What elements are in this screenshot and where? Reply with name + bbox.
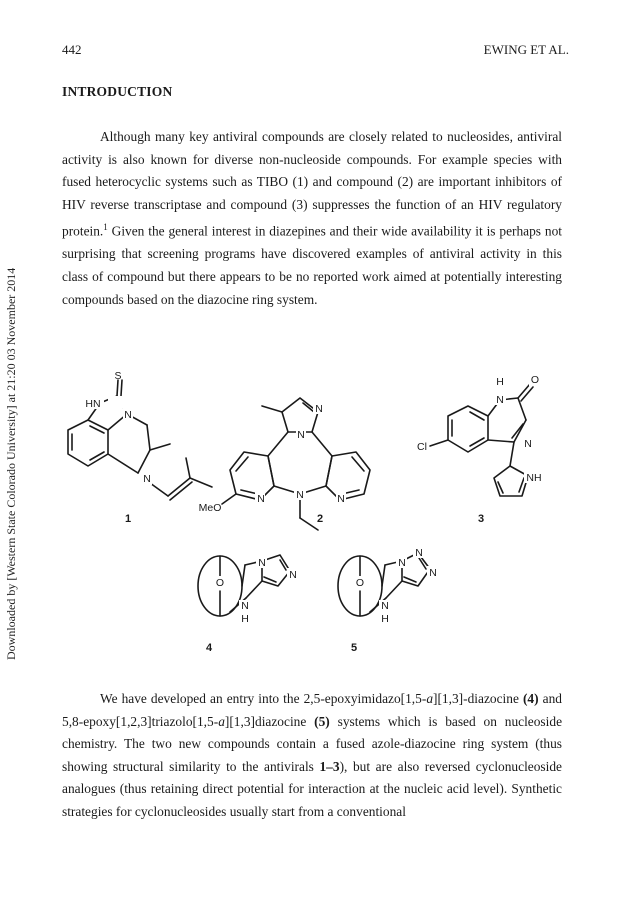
atom-n: N — [496, 394, 504, 406]
section-heading: INTRODUCTION — [62, 84, 173, 99]
atom-n: N — [297, 429, 305, 441]
atom-n: N — [143, 473, 151, 485]
atom-n: N — [337, 493, 345, 505]
atom-n: N — [429, 567, 437, 579]
compound-label-1: 1 — [124, 513, 132, 525]
atom-n: N — [398, 557, 406, 569]
atom-o: O — [530, 374, 540, 386]
atom-n: N — [524, 438, 532, 450]
atom-o: O — [215, 577, 225, 589]
download-watermark: Downloaded by [Western State Colorado University] at 21:20 03 November 2014 — [4, 267, 18, 660]
atom-n: N — [258, 557, 266, 569]
running-head: EWING ET AL. — [483, 42, 569, 57]
compound-label-3: 3 — [477, 513, 485, 525]
atom-s: S — [114, 370, 122, 382]
reference-superscript: 1 — [103, 222, 108, 233]
para1-text-a: Although many key antiviral compounds are closely related to nucleosides, antiviral activity is also known for diverse non-nucleoside compounds. For example species with fused heterocyclic systems such as TIBO (1) and compound (2) are important inhibitors of HIV reverse transcriptase and compound (3) suppresses the function of an HIV regulatory protein. — [62, 129, 562, 239]
intro-paragraph-1 — [62, 126, 562, 311]
atom-n: N — [124, 409, 132, 421]
compound-label-5: 5 — [350, 642, 358, 654]
atom-n: N — [289, 569, 297, 581]
para1-text-b: Given the general interest in diazepines and their wide availability it is perhaps not surprising that screening programs have discovered examples of antiviral activity in this class of compound but there appears to be no reported work aimed at potentially interesting compounds based on the diazocine ring system. — [62, 223, 562, 307]
atom-o: O — [355, 577, 365, 589]
atom-n: N — [381, 600, 389, 612]
atom-h: H — [496, 376, 504, 388]
atom-n: N — [415, 547, 423, 559]
atom-n: N — [241, 600, 249, 612]
atom-nh: NH — [526, 472, 542, 484]
atom-h: H — [381, 613, 389, 625]
atom-meo: MeO — [198, 502, 222, 514]
atom-hn: HN — [85, 398, 101, 410]
atom-n: N — [315, 403, 323, 415]
intro-paragraph-2: We have developed an entry into the 2,5-epoxyimidazo[1,5-a][1,3]-diazocine (4) and 5,8-epoxy[1,2,3]triazolo[1,5-a][1,3]diazocine (5) systems which is based on nucleoside chemistry. The two new compounds contain a fused azole-diazocine ring system (thus showing structural similarity to the antivirals 1–3), but are also reversed cyclonucleoside analogues (thus retaining direct potential for interaction at the nucleic acid level). Synthetic strategies for cyclonucleosides usually start from a conventional — [62, 691, 563, 819]
atom-cl: Cl — [417, 441, 427, 453]
structure-3 — [430, 384, 533, 496]
compound-label-4: 4 — [205, 642, 213, 654]
atom-h: H — [241, 613, 249, 625]
structure-2 — [222, 398, 370, 530]
chemical-structures-figure — [0, 370, 627, 670]
page-number: 442 — [62, 42, 82, 57]
compound-label-2: 2 — [316, 513, 324, 525]
atom-n: N — [257, 493, 265, 505]
atom-n: N — [296, 489, 304, 501]
